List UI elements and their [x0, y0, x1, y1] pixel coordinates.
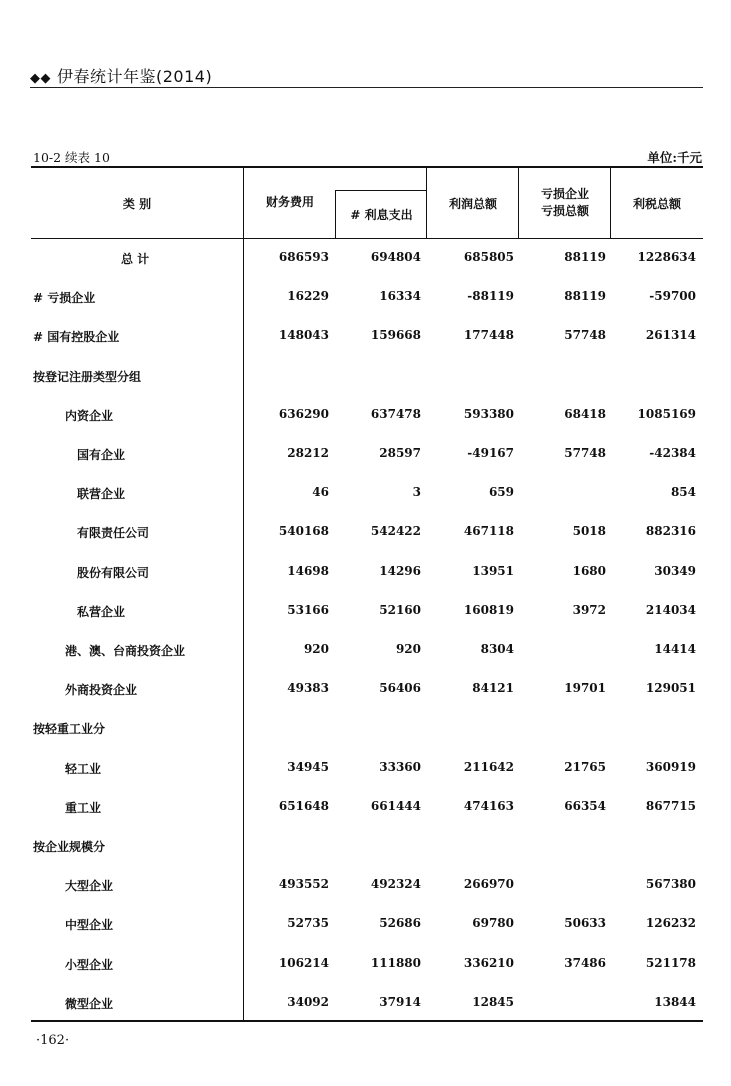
cell-value: 13844	[654, 994, 696, 1009]
table-row	[31, 956, 703, 976]
cell-value: 867715	[645, 798, 696, 813]
cell-value: 651648	[278, 798, 329, 813]
cell-value: 52735	[287, 916, 329, 931]
cell-value: 46	[312, 485, 329, 500]
cell-value: 686593	[278, 250, 329, 264]
cell-value: 336210	[463, 955, 514, 970]
row-label: 私营企业	[77, 604, 126, 619]
running-header	[30, 64, 212, 87]
table-row	[31, 446, 703, 466]
row-label: 按企业规模分	[33, 840, 106, 854]
cell-value: 177448	[463, 328, 514, 343]
cell-value: -88119	[467, 289, 514, 304]
col-header-finance-cost: 财务费用	[265, 194, 314, 209]
page-number: ·162·	[36, 1033, 70, 1048]
cell-value: 1085169	[637, 406, 696, 421]
table-row	[31, 681, 703, 701]
cell-value: 57748	[564, 446, 606, 460]
table-row	[31, 564, 703, 584]
table-row	[31, 916, 703, 936]
table-row	[31, 877, 703, 897]
cell-value: 214034	[645, 602, 696, 617]
cell-value: 882316	[645, 524, 696, 539]
cell-value: 492324	[370, 877, 421, 892]
cell-value: 360919	[645, 759, 696, 774]
cell-value: 3	[412, 485, 421, 500]
row-label: 国有企业	[77, 448, 126, 462]
cell-value: 636290	[278, 406, 329, 421]
cell-value: 659	[488, 485, 514, 500]
cell-value: 661444	[370, 798, 421, 813]
cell-value: 52160	[379, 602, 421, 617]
table-row	[31, 524, 703, 544]
cell-value: 920	[303, 642, 329, 656]
row-label: # 亏损企业	[33, 291, 96, 306]
cell-value: 53166	[287, 602, 329, 617]
table-row	[31, 995, 703, 1015]
col-header-total-profit-tax: 利税总额	[632, 196, 681, 211]
cell-value: 52686	[379, 916, 421, 931]
cell-value: 126232	[645, 916, 696, 931]
row-label: 中型企业	[65, 918, 114, 933]
cell-value: 567380	[645, 877, 696, 892]
cell-value: -49167	[467, 446, 514, 460]
cell-value: 13951	[472, 563, 514, 578]
cell-value: 593380	[463, 406, 514, 421]
cell-value: 34092	[287, 994, 329, 1009]
header-rule	[30, 87, 703, 88]
cell-value: 34945	[287, 759, 329, 774]
table-row	[31, 720, 703, 740]
cell-value: 111880	[370, 955, 421, 970]
table-row	[31, 603, 703, 623]
cell-value: 66354	[564, 798, 606, 813]
cell-value: 16229	[287, 289, 329, 304]
cell-value: 1680	[572, 563, 606, 578]
cell-value: 3972	[572, 602, 606, 617]
cell-value: -59700	[649, 289, 696, 304]
cell-value: 88119	[564, 289, 606, 304]
cell-value: 49383	[287, 681, 329, 696]
cell-value: 14698	[287, 563, 329, 578]
table-row	[31, 368, 703, 388]
cell-value: 542422	[370, 524, 421, 539]
divider-loss	[518, 168, 519, 238]
cell-value: 493552	[278, 877, 329, 892]
cell-value: 37914	[379, 994, 421, 1009]
col-header-loss-enterprises	[519, 168, 611, 238]
cell-value: 16334	[379, 289, 421, 304]
table-id: 10-2 续表 10	[33, 150, 110, 165]
cell-value: 69780	[472, 916, 514, 931]
cell-value: 160819	[463, 602, 514, 617]
cell-value: 1228634	[637, 250, 696, 264]
col-header-category: 类 别	[122, 196, 152, 211]
cell-value: 56406	[379, 681, 421, 696]
row-label: 总 计	[121, 252, 150, 266]
table-row	[31, 642, 703, 662]
cell-value: 266970	[463, 877, 514, 892]
row-label: 股份有限公司	[77, 565, 150, 580]
diamond-icon: ◆◆	[30, 71, 51, 86]
table-row	[31, 485, 703, 505]
cell-value: 28212	[287, 446, 329, 460]
cell-value: 19701	[564, 681, 606, 696]
col-header-loss-line2: 亏损总额	[540, 204, 589, 218]
row-label: 外商投资企业	[65, 683, 138, 698]
table-row	[31, 799, 703, 819]
row-label: 轻工业	[65, 761, 102, 776]
cell-value: 57748	[564, 328, 606, 343]
cell-value: 148043	[278, 328, 329, 343]
cell-value: 30349	[654, 563, 696, 578]
cell-value: 159668	[370, 328, 421, 343]
row-label: 按登记注册类型分组	[33, 369, 142, 384]
table-header	[31, 168, 703, 239]
table-row	[31, 838, 703, 858]
cell-value: 467118	[463, 524, 514, 539]
row-label: 联营企业	[77, 487, 126, 502]
table-row	[31, 407, 703, 427]
cell-value: 88119	[564, 250, 606, 264]
col-header-loss-line1: 亏损企业	[540, 187, 589, 201]
data-table	[31, 166, 703, 1022]
cell-value: 14414	[654, 642, 696, 656]
cell-value: 28597	[379, 446, 421, 460]
cell-value: 68418	[564, 406, 606, 421]
col-header-total-profit: 利润总额	[448, 196, 497, 211]
row-label: 重工业	[65, 800, 102, 815]
cell-value: 33360	[379, 759, 421, 774]
cell-value: 8304	[480, 642, 514, 656]
cell-value: 5018	[572, 524, 606, 539]
col-header-interest-expense: # 利息支出	[350, 207, 413, 222]
cell-value: 106214	[278, 955, 329, 970]
cell-value: 521178	[645, 955, 696, 970]
cell-value: 637478	[370, 406, 421, 421]
cell-value: 211642	[463, 759, 514, 774]
divider-profit-tax	[610, 168, 611, 238]
cell-value: -42384	[649, 446, 696, 460]
table-row	[31, 328, 703, 348]
cell-value: 920	[395, 642, 421, 656]
table-row	[31, 289, 703, 309]
cell-value: 540168	[278, 524, 329, 539]
cell-value: 50633	[564, 916, 606, 931]
row-label: 内资企业	[65, 408, 114, 423]
cell-value: 37486	[564, 955, 606, 970]
cell-value: 685805	[463, 250, 514, 264]
row-label: 港、澳、台商投资企业	[65, 644, 186, 658]
table-row	[31, 760, 703, 780]
row-label: 微型企业	[65, 996, 114, 1011]
unit-label: 单位:千元	[647, 150, 702, 165]
cell-value: 854	[670, 485, 696, 500]
cell-value: 84121	[472, 681, 514, 696]
row-label: 有限责任公司	[77, 526, 150, 541]
cell-value: 14296	[379, 563, 421, 578]
row-label: 按轻重工业分	[33, 722, 106, 737]
yearbook-title: 伊春统计年鉴(2014)	[57, 67, 213, 86]
cell-value: 694804	[370, 250, 421, 264]
cell-value: 129051	[645, 681, 696, 696]
cell-value: 12845	[472, 994, 514, 1009]
row-label: 小型企业	[65, 957, 114, 972]
divider-profit	[426, 168, 427, 238]
cell-value: 21765	[564, 759, 606, 774]
cell-value: 474163	[463, 798, 514, 813]
row-label: # 国有控股企业	[33, 330, 120, 345]
cell-value: 261314	[645, 328, 696, 343]
row-label: 大型企业	[65, 879, 114, 894]
table-row	[31, 250, 703, 270]
